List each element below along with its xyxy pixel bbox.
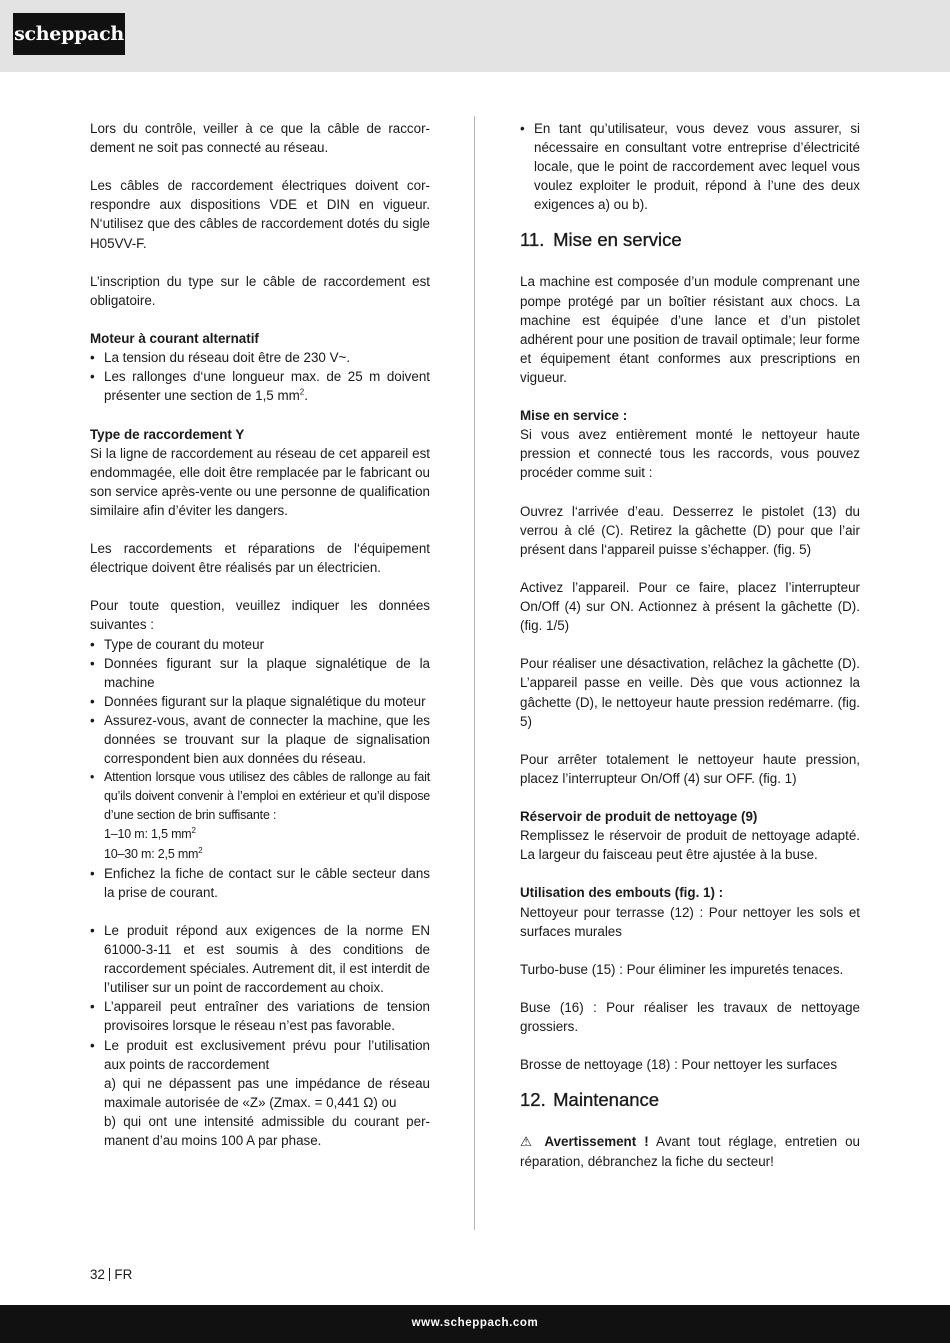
heading-reservoir: Réservoir de produit de nettoyage (9): [520, 809, 758, 825]
column-divider: [474, 116, 475, 1230]
exclusive-text: Le produit est exclusivement prévu pour l’utilisation aux points de raccordement: [104, 1037, 430, 1072]
section-number: 11.: [520, 229, 545, 251]
list-item: • La tension du réseau doit être de 230 V~.: [90, 348, 430, 367]
paragraph-reservoir: Remplissez le réservoir de produit de nettoyage adapté. La largeur du faisceau peut être ajustée à la buse.: [520, 828, 860, 863]
list-item: • Données figurant sur la plaque signalétique du moteur: [90, 692, 430, 711]
norm-list: [90, 921, 430, 1150]
paragraph-desactivation: Pour réaliser une désactivation, relâchez la gâchette (D). L’appareil passe en veille. Dès que vous actionnez la gâchette (D), le nettoyeur haute pression redémarre. (fig. 5): [520, 656, 860, 729]
heading-type-raccordement: Type de raccordement Y: [90, 426, 245, 442]
list-item-end: .: [304, 388, 308, 404]
paragraph-buse: Buse (16) : Pour réaliser les travaux de nettoyage grossiers.: [520, 1000, 860, 1035]
paragraph-machine: La machine est composée d’un module comprenant une pompe protégé par un boîtier résistant aux chocs. La machine est équipée d’une lance et d’un pistolet adhérent pour une position de travail optimale; leur forme et équipement étant conformes aux prescriptions en vigueur.: [520, 274, 860, 385]
superscript: 2: [191, 826, 196, 836]
section-12-heading: [520, 1088, 860, 1112]
exclusive-b: b) qui ont une intensité admissible du courant permanent d’au moins 100 A par phase.: [104, 1113, 430, 1148]
list-item: • Données figurant sur la plaque signalétique de la machine: [90, 654, 430, 692]
warning-triangle-icon: ⚠: [520, 1134, 537, 1150]
list-item-attention: [90, 768, 430, 863]
scheppach-logo: scheppach: [13, 13, 125, 55]
paragraph-turbo: Turbo-buse (15) : Pour éliminer les impuretés tenaces.: [520, 961, 844, 977]
page-number-value: 32: [90, 1267, 105, 1282]
list-item-exclusive: [90, 1036, 430, 1151]
question-list: [90, 635, 430, 902]
section-value: 10–30 m: 2,5 mm: [104, 846, 199, 861]
section-value: 1–10 m: 1,5 mm: [104, 827, 192, 842]
paragraph-embouts: Nettoyeur pour terrasse (12) : Pour nettoyer les sols et surfaces murales: [520, 904, 860, 939]
section-11-heading: [520, 228, 860, 252]
list-item: • Enfichez la fiche de contact sur le câble secteur dans la prise de courant.: [90, 864, 430, 902]
paragraph-inscription: L’inscription du type sur le câble de raccordement est obligatoire.: [90, 273, 430, 308]
heading-moteur: Moteur à courant alternatif: [90, 331, 259, 347]
paragraph-arreter: Pour arrêter totalement le nettoyeur haute pression, placez l’interrupteur On/Off (4) sur OFF. (fig. 1): [520, 751, 860, 786]
warning-text: Avant tout réglage, entretien ou réparation, débranchez la fiche du secteur!: [520, 1134, 860, 1169]
section-title: Mise en service: [553, 229, 682, 251]
paragraph-mise-en-service: Si vous avez entièrement monté le nettoyeur haute pression et connecté tous les raccords, vous pouvez procéder comme suit :: [520, 427, 860, 481]
list-item: • Assurez-vous, avant de connecter la machine, que les données se trouvant sur la plaque de signalisation correspondent bien aux données du réseau.: [90, 711, 430, 768]
user-list: [520, 119, 860, 214]
page-header: [0, 0, 950, 72]
exclusive-a: a) qui ne dépassent pas une impédance de réseau maximale autorisée de «Z» (Zmax. = 0,441 Ω) ou: [104, 1075, 430, 1110]
list-item: • Type de courant du moteur: [90, 635, 430, 654]
paragraph-warning: [520, 1132, 860, 1170]
paragraph-control: Lors du contrôle, veiller à ce que la câble de raccordement ne soit pas connecté au réseau.: [90, 121, 430, 156]
list-item: • Le produit répond aux exigences de la norme EN 61000-3-11 et est soumis à des conditions de raccordement spéciales. Autrement dit, il est interdit de l’utiliser sur un point de raccordement au choix.: [90, 921, 430, 997]
page-number: [90, 1265, 132, 1284]
attention-text: Attention lorsque vous utilisez des câbles de rallonge au fait qu’ils doivent convenir à l’emploi en extérieur et qu’il dispose d’une section de brin suffisante :: [104, 770, 430, 823]
paragraph-question-intro: Pour toute question, veuillez indiquer les données suivantes :: [90, 598, 430, 633]
right-column: [520, 119, 860, 1190]
heading-embouts: Utilisation des embouts (fig. 1) :: [520, 885, 724, 901]
paragraph-activez: Activez l’appareil. Pour ce faire, placez l’interrupteur On/Off (4) sur ON. Actionnez à présent la gâchette (D). (fig. 1/5): [520, 579, 860, 634]
section-10-30m: [104, 845, 430, 864]
language-code: FR: [114, 1267, 133, 1282]
website-url: www.scheppach.com: [411, 1317, 539, 1329]
paragraph-repairs: Les raccordements et réparations de l‘équipement électrique doivent être réalisés par un électricien.: [90, 541, 430, 576]
warning-label: Avertissement !: [544, 1134, 649, 1150]
list-item-text: Les rallonges d‘une longueur max. de 25 m doivent présenter une section de 1,5 mm: [104, 369, 430, 404]
heading-mise-en-service: Mise en service :: [520, 408, 628, 424]
superscript: 2: [299, 387, 305, 397]
paragraph-cables: Les câbles de raccordement électriques doivent correspondre aux dispositions VDE et DIN en vigueur. N‘utilisez que des câbles de raccordement dotés du sigle H05VV-F.: [90, 178, 430, 251]
paragraph-brosse: Brosse de nettoyage (18) : Pour nettoyer les surfaces: [520, 1057, 838, 1073]
list-item: • En tant qu’utilisateur, vous devez vous assurer, si nécessaire en consultant votre entreprise d’électricité locale, que le point de raccordement avec lequel vous voulez exploiter le produit, répond à l’une des deux exigences a) ou b).: [520, 119, 860, 214]
left-column: [90, 119, 430, 1150]
list-item: • L’appareil peut entraîner des variations de tension provisoires lorsque le réseau n’est pas favorable.: [90, 997, 430, 1035]
list-item: [90, 367, 430, 405]
section-1-10m: [104, 825, 430, 844]
section-number: 12.: [520, 1089, 546, 1111]
superscript: 2: [198, 845, 203, 855]
section-title: Maintenance: [553, 1089, 660, 1111]
paragraph-ouvrez: Ouvrez l‘arrivée d’eau. Desserrez le pistolet (13) du verrou à clé (C). Retirez la gâchette (D) pour que l’air présent dans l‘appareil puisse s’échapper. (fig. 5): [520, 503, 860, 557]
page-footer: [0, 1305, 950, 1343]
page-number-separator: [109, 1268, 111, 1281]
moteur-list: [90, 348, 430, 405]
paragraph-type-raccordement: Si la ligne de raccordement au réseau de cet appareil est endommagée, elle doit être remplacée par le fabricant ou son service après-vente ou une personne de qualification similaire afin d’éviter les dangers.: [90, 445, 430, 518]
